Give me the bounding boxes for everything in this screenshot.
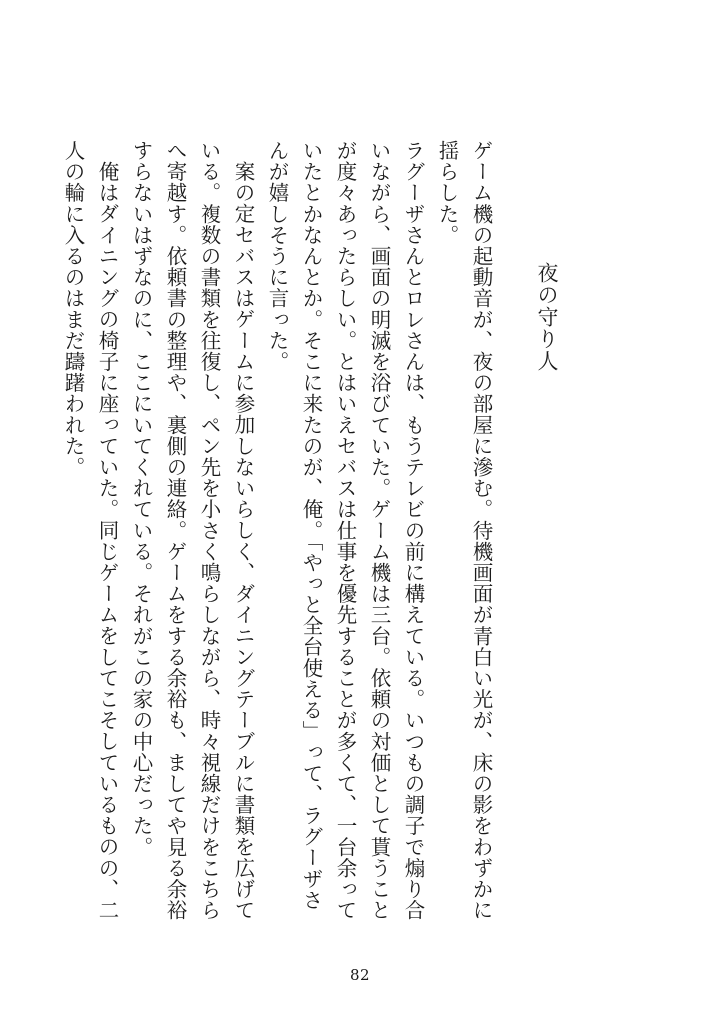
body-text bbox=[61, 140, 498, 930]
paragraph-3: 案の定セバスはゲームに参加しないらしく、ダイニングテーブルに書類を広げている。複数の書類を往復し、ペン先を小さく鳴らしながら、時々視線だけをこちらへ寄越す。依頼書の整理や、裏側の連絡。ゲームをする余裕も、ましてや見る余裕すらないはずなのに、ここにいてくれている。それがこの家の中心だった。 bbox=[129, 140, 255, 921]
paragraph-2: ラグーザさんとロレさんは、もうテレビの前に構えている。いつもの調子で煽り合いながら、画面の明滅を浴びていた。ゲーム機は三台。依頼の対価として貰うことが度々あったらしい。とはいえセバスは仕事を優先することが多くて、一台余っていたとかなんとか。そこに来たのが、俺。「やっと全台使える」って、ラグーザさんが嬉しそうに言った。 bbox=[265, 140, 425, 921]
paragraph-1: ゲーム機の起動音が、夜の部屋に滲む。待機画面が青白い光が、床の影をわずかに揺らした。 bbox=[435, 140, 493, 921]
running-header: 夜の守り人 bbox=[535, 262, 559, 372]
paragraph-4: 俺はダイニングの椅子に座っていた。同じゲームをしてこそしているものの、二人の輪に入るのはまだ躊躇われた。 bbox=[61, 140, 119, 921]
page-number: 82 bbox=[349, 966, 371, 984]
